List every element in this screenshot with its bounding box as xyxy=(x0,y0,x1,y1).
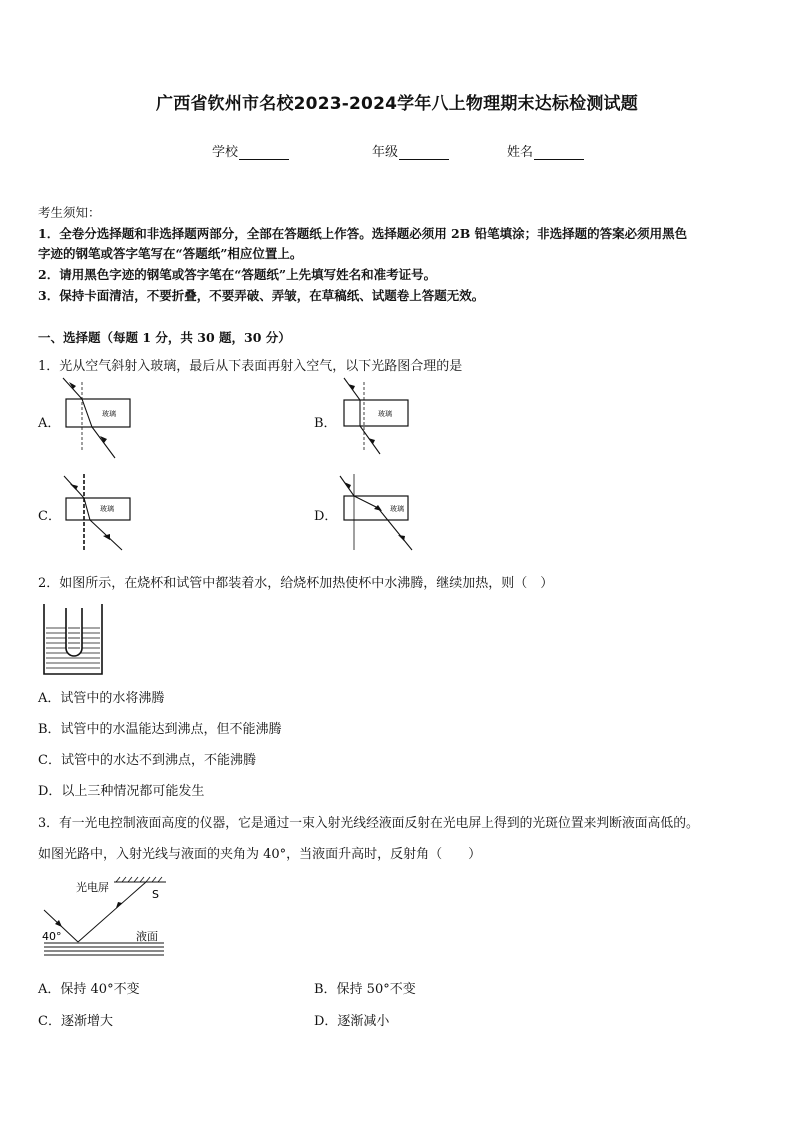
liquid-label: 液面 xyxy=(136,930,158,943)
q2-option-d[interactable]: D．以上三种情况都可能发生 xyxy=(38,784,205,799)
q3-option-c[interactable]: C．逐渐增大 xyxy=(38,1014,113,1029)
q2-stem: 2．如图所示，在烧杯和试管中都装着水，给烧杯加热使杯中水沸腾，继续加热，则（ ） xyxy=(38,576,554,591)
q1-option-d-label[interactable]: D． xyxy=(314,509,338,524)
q1-option-c-label[interactable]: C． xyxy=(38,509,61,524)
page-title: 广西省钦州市名校2023-2024学年八上物理期末达标检测试题 xyxy=(156,94,638,114)
q1-diagram-b[interactable] xyxy=(338,376,428,460)
arrow xyxy=(398,535,405,541)
q2-option-a[interactable]: A．试管中的水将沸腾 xyxy=(38,691,165,706)
q1-diagram-d[interactable] xyxy=(338,470,428,554)
q1-option-b-label[interactable]: B． xyxy=(314,416,337,431)
q3-diagram xyxy=(40,874,170,962)
glass-block xyxy=(66,498,130,520)
notice-line-3: 2．请用黑色字迹的钢笔或答字笔在“答题纸”上先填写姓名和准考证号。 xyxy=(38,267,437,282)
name-label: 姓名 xyxy=(507,145,534,160)
glass-label: 玻璃 xyxy=(102,410,116,418)
q2-option-c[interactable]: C．试管中的水达不到沸点，不能沸腾 xyxy=(38,753,256,768)
q1-stem: 1．光从空气斜射入玻璃，最后从下表面再射入空气，以下光路图合理的是 xyxy=(38,359,463,374)
grade-field[interactable] xyxy=(372,141,449,160)
school-field[interactable] xyxy=(212,141,289,160)
arrow xyxy=(70,484,78,490)
q3-stem-2: 如图光路中，入射光线与液面的夹角为 40°，当液面升高时，反射角（ ） xyxy=(38,847,482,862)
q3-option-a[interactable]: A．保持 40°不变 xyxy=(38,982,140,997)
q3-stem: 3．有一光电控制液面高度的仪器，它是通过一束入射光线经液面反射在光电屏上得到的光斑位置来判断液面高低的。 xyxy=(38,816,699,831)
liquid-surface xyxy=(44,943,164,955)
glass-label: 玻璃 xyxy=(390,505,404,513)
name-blank xyxy=(534,146,584,160)
glass-label: 玻璃 xyxy=(378,410,392,418)
notice-line-4: 3．保持卡面清洁，不要折叠，不要弄破、弄皱，在草稿纸、试题卷上答题无效。 xyxy=(38,288,485,303)
notice-line-1: 1．全卷分选择题和非选择题两部分，全部在答题纸上作答。选择题必须用 2B 铅笔填涂；非选择题的答案必须用黑色 xyxy=(38,226,688,241)
screen-label: 光电屏 xyxy=(76,881,109,894)
grade-blank xyxy=(399,146,449,160)
q3-option-d[interactable]: D．逐渐减小 xyxy=(314,1014,390,1029)
angle-label: 40° xyxy=(42,930,62,943)
arrow xyxy=(368,438,375,444)
school-label: 学校 xyxy=(212,145,239,160)
arrow xyxy=(116,902,122,908)
q2-option-b[interactable]: B．试管中的水温能达到沸点，但不能沸腾 xyxy=(38,722,282,737)
glass-block xyxy=(344,400,408,426)
q2-beaker-diagram xyxy=(40,602,104,676)
spot-label: S xyxy=(152,888,159,901)
q1-option-a-label[interactable]: A． xyxy=(38,416,61,431)
section-heading: 一、选择题（每题 1 分，共 30 题，30 分） xyxy=(38,330,291,345)
name-field[interactable] xyxy=(507,141,584,160)
arrow xyxy=(344,482,351,489)
notice-line-2: 字迹的钢笔或答字笔写在“答题纸”相应位置上。 xyxy=(38,246,303,261)
school-blank xyxy=(239,146,289,160)
q1-diagram-c[interactable] xyxy=(60,470,150,554)
test-tube xyxy=(66,608,82,656)
q3-option-b[interactable]: B．保持 50°不变 xyxy=(314,982,416,997)
q1-diagram-a[interactable] xyxy=(60,376,150,460)
notice-heading: 考生须知： xyxy=(38,205,101,220)
glass-block xyxy=(66,399,130,427)
grade-label: 年级 xyxy=(372,145,399,160)
glass-label: 玻璃 xyxy=(100,505,114,513)
